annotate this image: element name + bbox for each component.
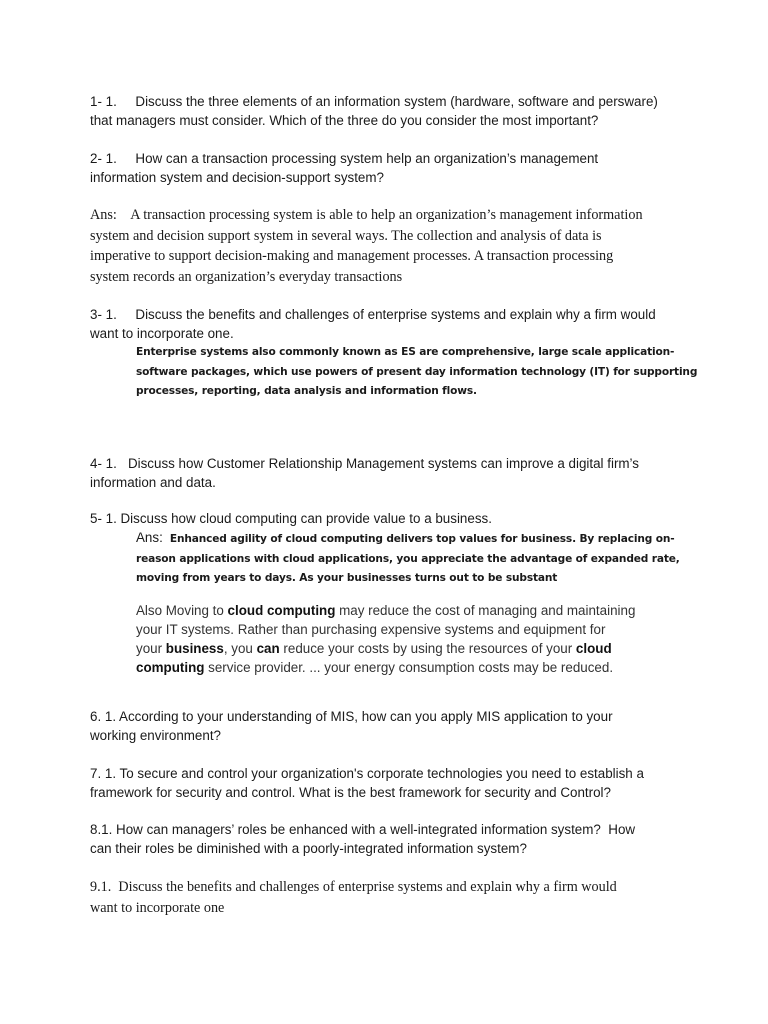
question-6-line-2: working environment? — [90, 727, 221, 743]
question-5 — [90, 510, 492, 529]
answer-3-line-1: Enterprise systems also commonly known as ES are comprehensive, large scale application- — [136, 346, 675, 358]
question-3-line-2: want to incorporate one. — [90, 325, 234, 341]
question-7 — [90, 765, 644, 802]
question-6-line-1: 6. 1. According to your understanding of MIS, how can you apply MIS application to your — [90, 709, 613, 724]
question-9-line-1: 9.1. Discuss the benefits and challenges of enterprise systems and explain why a firm would — [90, 879, 617, 895]
paragraph-line-1-a: Also Moving to — [136, 603, 228, 618]
paragraph-line-3-c: , you — [223, 641, 257, 656]
question-4 — [90, 455, 639, 492]
answer-5-line-2: reason applications with cloud applications, you appreciate the advantage of expanded rate, — [136, 552, 680, 565]
paragraph-line-4-a: computing — [136, 660, 205, 675]
answer-5-line-3: moving from years to days. As your businesses turns out to be substant — [136, 572, 558, 584]
question-1-line-1: 1- 1. Discuss the three elements of an information system (hardware, software and persware) — [90, 94, 658, 109]
answer-2-line-2: system and decision support system in several ways. The collection and analysis of data is — [90, 227, 602, 244]
question-9-line-2: want to incorporate one — [90, 899, 225, 916]
question-6 — [90, 708, 613, 745]
paragraph-line-3-b: business — [165, 641, 224, 656]
paragraph-line-3-a: your — [136, 641, 166, 656]
answer-2-line-3: imperative to support decision-making and management processes. A transaction processing — [90, 248, 614, 264]
question-7-line-2: framework for security and control. What is the best framework for security and Control? — [90, 784, 611, 800]
question-4-line-1: 4- 1. Discuss how Customer Relationship Management systems can improve a digital firm’s — [90, 456, 639, 471]
answer-5-line-1-row — [136, 528, 680, 550]
paragraph-line-3-f: cloud — [575, 641, 612, 656]
paragraph-line-1 — [136, 601, 635, 620]
answer-3-line-2: software packages, which use powers of present day information technology (IT) for supporting — [136, 365, 698, 378]
answer-5 — [136, 528, 680, 589]
question-9 — [90, 877, 617, 918]
question-1-line-2: that managers must consider. Which of the three do you consider the most important? — [90, 112, 599, 128]
answer-3-line-3: processes, reporting, data analysis and information flows. — [136, 385, 477, 397]
paragraph-line-4 — [136, 658, 635, 677]
answer-5-label: Ans: — [136, 530, 163, 545]
answer-2 — [90, 205, 643, 287]
question-3-line-1: 3- 1. Discuss the benefits and challenges of enterprise systems and explain why a firm would — [90, 307, 656, 322]
paragraph-line-3-d: can — [256, 641, 280, 656]
question-8-line-2: can their roles be diminished with a poorly-integrated information system? — [90, 840, 527, 856]
paragraph-line-3-e: reduce your costs by using the resources of your — [279, 641, 576, 656]
question-8-line-1: 8.1. How can managers’ roles be enhanced with a well-integrated information system? How — [90, 822, 636, 837]
paragraph-line-4-b: service provider. ... your energy consumption costs may be reduced. — [204, 660, 614, 675]
question-2 — [90, 150, 598, 187]
answer-2-line-4: system records an organization’s everyday transactions — [90, 268, 403, 285]
question-3 — [90, 306, 656, 343]
question-4-line-2: information and data. — [90, 474, 216, 490]
paragraph-line-2: your IT systems. Rather than purchasing expensive systems and equipment for — [136, 622, 606, 637]
paragraph-line-1-b: cloud computing — [227, 603, 336, 618]
question-8 — [90, 821, 635, 858]
paragraph-line-1-c: may reduce the cost of managing and maintaining — [335, 603, 636, 618]
question-1 — [90, 93, 658, 130]
question-2-line-1: 2- 1. How can a transaction processing system help an organization’s management — [90, 151, 599, 166]
question-2-line-2: information system and decision-support system? — [90, 169, 384, 185]
answer-3 — [136, 343, 697, 402]
cloud-computing-paragraph — [136, 601, 635, 677]
question-5-line-1: 5- 1. Discuss how cloud computing can provide value to a business. — [90, 511, 492, 526]
paragraph-line-3 — [136, 639, 635, 658]
answer-5-line-1: Enhanced agility of cloud computing delivers top values for business. By replacing on- — [169, 533, 675, 545]
answer-2-line-1: Ans: A transaction processing system is able to help an organization’s management information — [90, 207, 643, 223]
question-7-line-1: 7. 1. To secure and control your organization's corporate technologies you need to establish a — [90, 766, 644, 781]
